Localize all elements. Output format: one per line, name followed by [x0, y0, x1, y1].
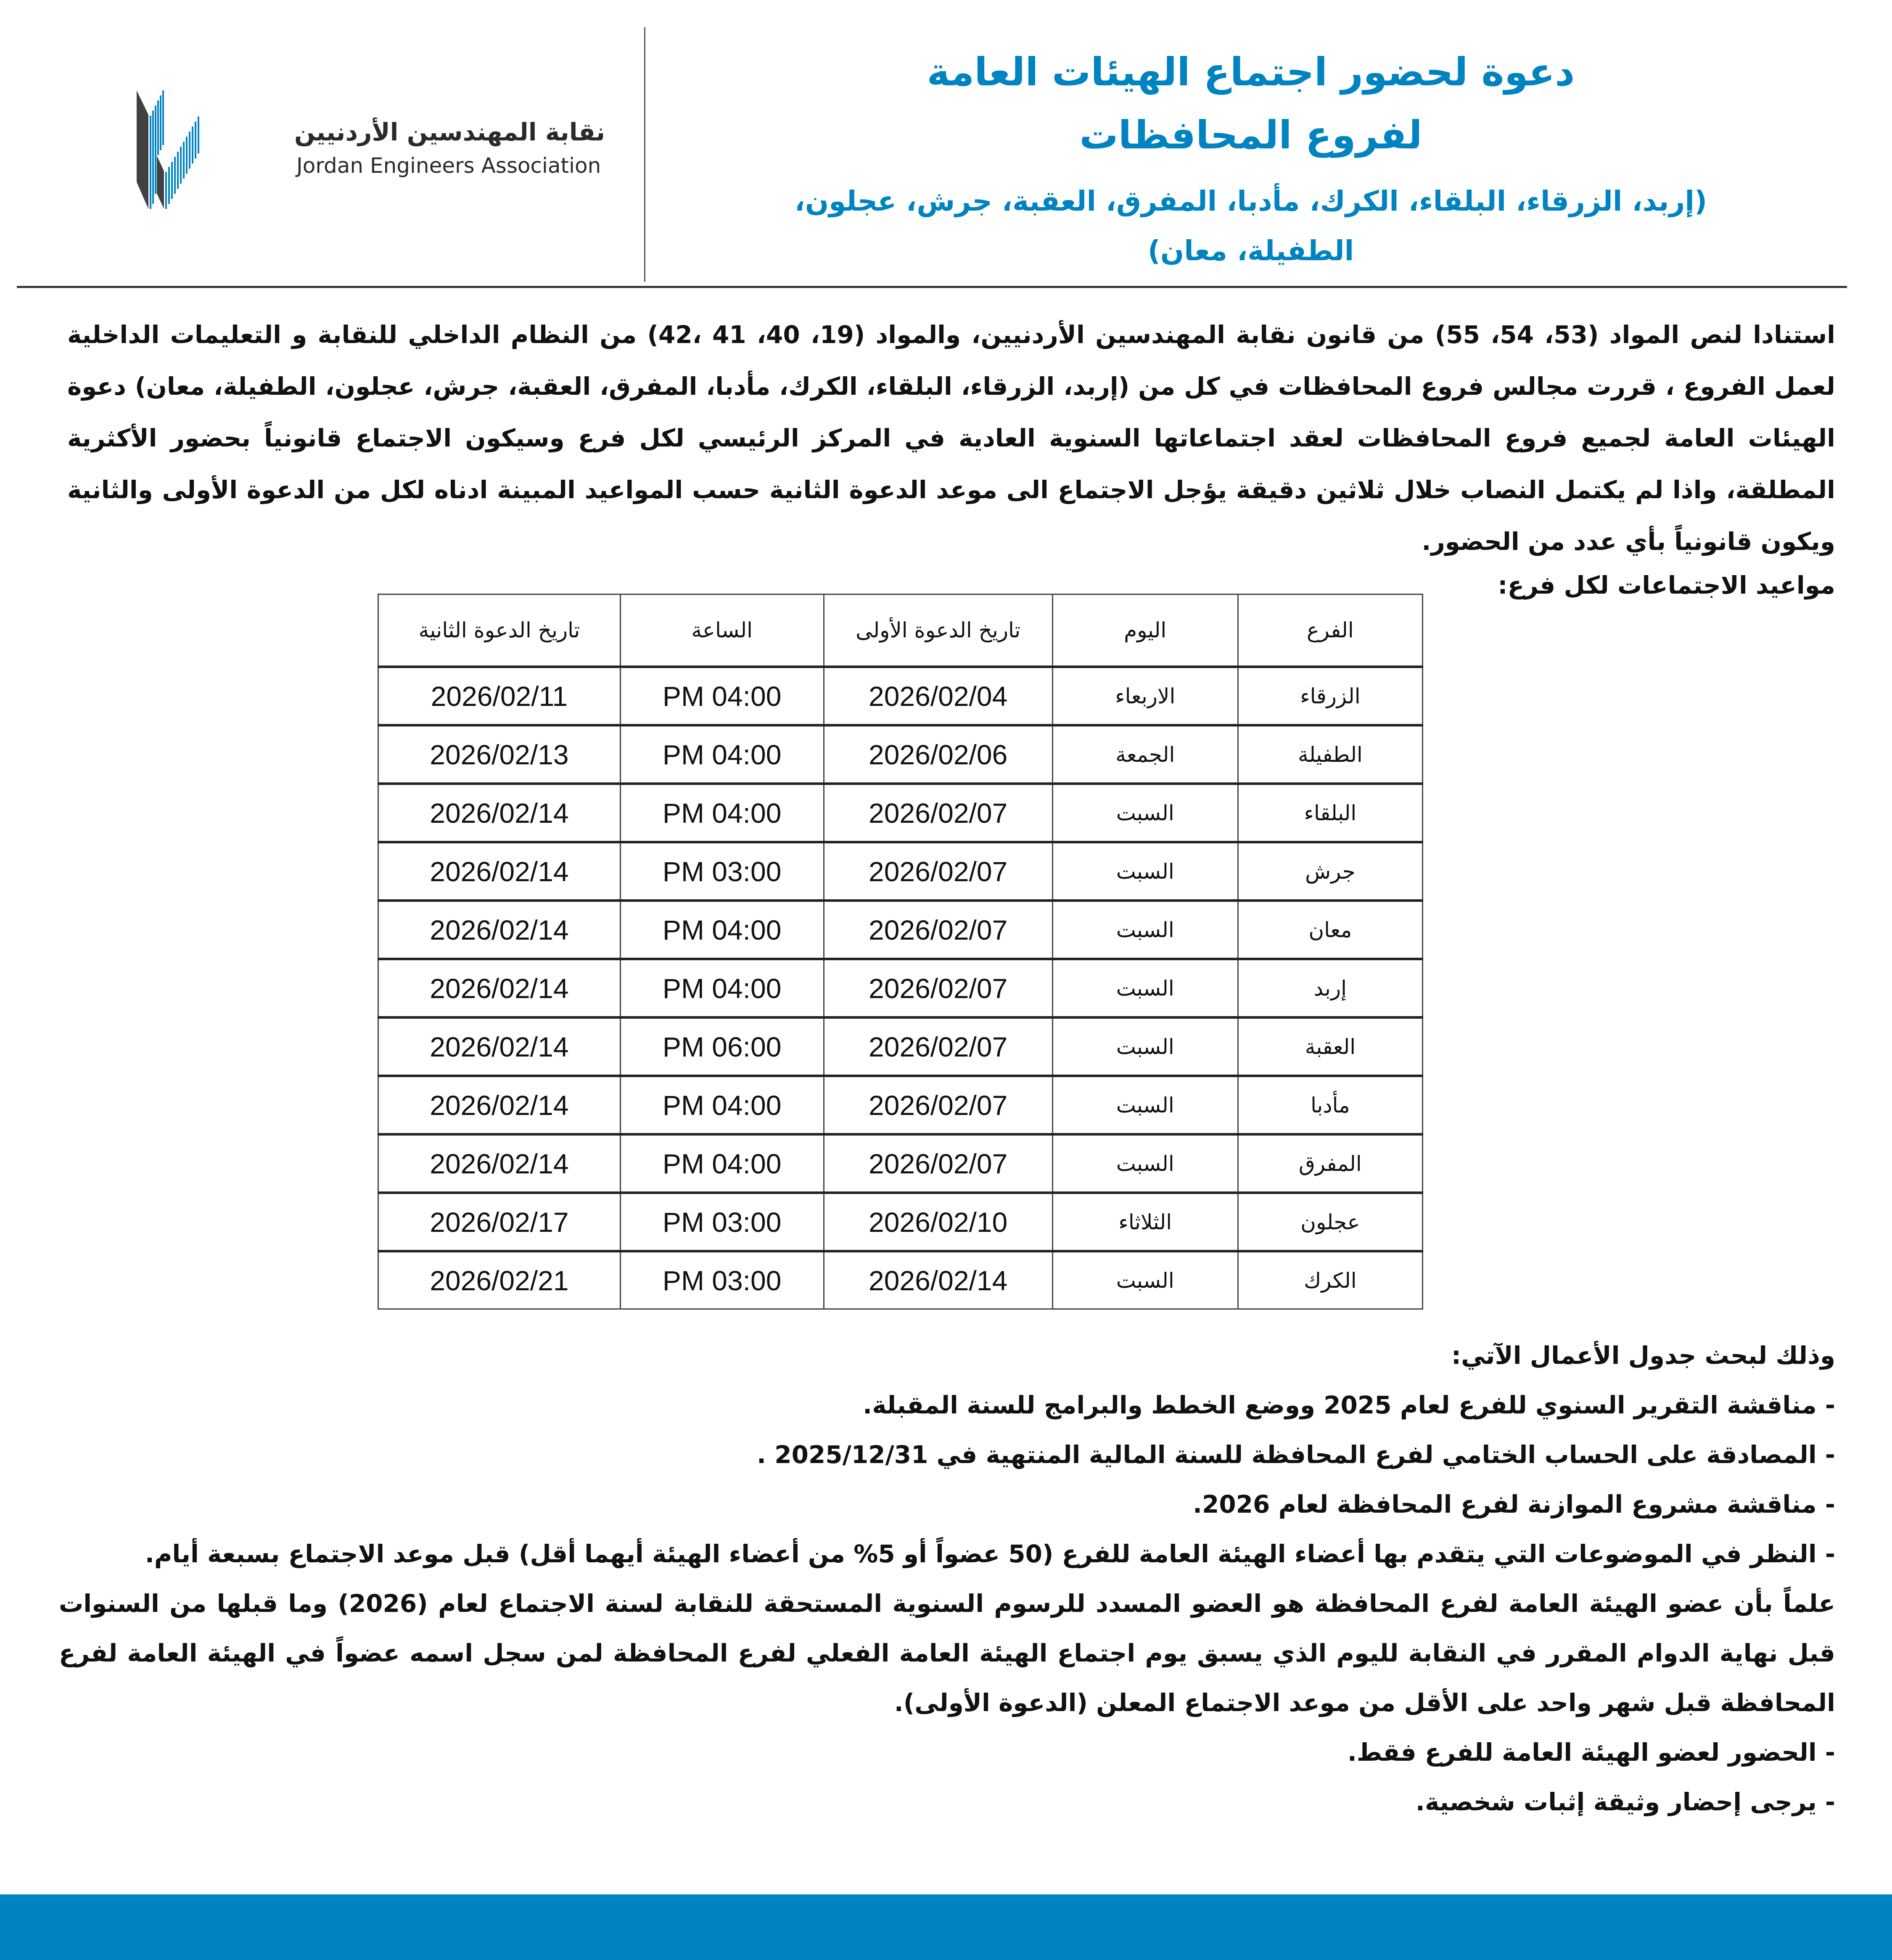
table-row [378, 1017, 1423, 1076]
table-row [378, 1193, 1423, 1251]
table-row [378, 901, 1423, 959]
logo-name-english: Jordan Engineers Association [296, 153, 601, 178]
cell-second-date: 2026/02/14 [378, 901, 621, 959]
cell-second-date: 2026/02/14 [378, 784, 621, 842]
cell-branch: البلقاء [1238, 784, 1422, 842]
cell-branch: المفرق [1238, 1134, 1422, 1193]
cell-first-date: 2026/02/06 [824, 725, 1052, 784]
cell-second-date: 2026/02/14 [378, 1076, 621, 1134]
cell-day: السبت [1052, 784, 1238, 842]
cell-time: 03:00 PM [620, 1193, 824, 1251]
cell-day: السبت [1052, 901, 1238, 959]
jea-logo-icon [132, 90, 271, 212]
cell-branch: الطفيلة [1238, 725, 1422, 784]
col-header-second-date: تاريخ الدعوة الثانية [378, 594, 621, 667]
attendance-note: - الحضور لعضو الهيئة العامة للفرع فقط. [1347, 1738, 1835, 1767]
cell-time: 04:00 PM [620, 784, 824, 842]
cell-day: السبت [1052, 1017, 1238, 1076]
table-row [378, 784, 1423, 842]
footer-band [0, 1894, 1892, 1960]
logo-dark-panel-left [137, 90, 148, 209]
table-row [378, 959, 1423, 1017]
cell-day: السبت [1052, 842, 1238, 901]
cell-second-date: 2026/02/14 [378, 842, 621, 901]
col-header-day: اليوم [1052, 594, 1238, 667]
agenda-item: - النظر في الموضوعات التي يتقدم بها أعضاء الهيئة العامة للفرع (50 عضواً أو 5% من أعضاء الهيئة أيهما أقل) قبل موعد الاجتماع بسبعة أيام. [145, 1540, 1835, 1568]
cell-day: الاربعاء [1052, 667, 1238, 725]
schedule-label: مواعيد الاجتماعات لكل فرع: [1498, 571, 1835, 600]
header-divider-horizontal [17, 286, 1847, 288]
agenda-section [59, 1331, 1835, 1827]
cell-branch: معان [1238, 901, 1422, 959]
cell-time: 03:00 PM [620, 842, 824, 901]
branches-subtitle: (إربد، الزرقاء، البلقاء، الكرك، مأدبا، المفرق، العقبة، جرش، عجلون، [794, 185, 1707, 217]
cell-first-date: 2026/02/07 [824, 1017, 1052, 1076]
col-header-first-date: تاريخ الدعوة الأولى [824, 594, 1052, 667]
cell-branch: الكرك [1238, 1251, 1422, 1309]
cell-first-date: 2026/02/07 [824, 1134, 1052, 1193]
cell-first-date: 2026/02/07 [824, 901, 1052, 959]
header-divider-vertical [644, 27, 645, 282]
cell-time: 03:00 PM [620, 1251, 824, 1309]
cell-day: الجمعة [1052, 725, 1238, 784]
cell-second-date: 2026/02/14 [378, 1134, 621, 1193]
logo-dark-panel-right [157, 156, 164, 209]
table-row [378, 1251, 1423, 1309]
logo-name-arabic: نقابة المهندسين الأردنيين [294, 118, 605, 146]
table-row [378, 667, 1423, 725]
cell-branch: عجلون [1238, 1193, 1422, 1251]
id-note: - يرجى إحضار وثيقة إثبات شخصية. [1415, 1788, 1835, 1816]
cell-second-date: 2026/02/14 [378, 959, 621, 1017]
agenda-item: - مناقشة التقرير السنوي للفرع لعام 2025 ووضع الخطط والبرامج للسنة المقبلة. [863, 1391, 1835, 1419]
agenda-item: - المصادقة على الحساب الختامي لفرع المحافظة للسنة المالية المنتهية في 2025/12/31 . [756, 1440, 1835, 1469]
table-header-row [378, 594, 1423, 667]
cell-time: 04:00 PM [620, 901, 824, 959]
cell-time: 04:00 PM [620, 1076, 824, 1134]
page-title: دعوة لحضور اجتماع الهيئات العامة [927, 50, 1575, 95]
table-row [378, 842, 1423, 901]
cell-time: 04:00 PM [620, 959, 824, 1017]
table-row [378, 725, 1423, 784]
cell-branch: العقبة [1238, 1017, 1422, 1076]
cell-time: 06:00 PM [620, 1017, 824, 1076]
cell-time: 04:00 PM [620, 667, 824, 725]
cell-first-date: 2026/02/07 [824, 1076, 1052, 1134]
cell-branch: مأدبا [1238, 1076, 1422, 1134]
page-title-line2: لفروع المحافظات [1079, 113, 1422, 158]
branches-subtitle-line2: الطفيلة، معان) [1147, 235, 1354, 267]
cell-first-date: 2026/02/14 [824, 1251, 1052, 1309]
cell-first-date: 2026/02/07 [824, 842, 1052, 901]
col-header-branch: الفرع [1238, 594, 1422, 667]
cell-time: 04:00 PM [620, 1134, 824, 1193]
agenda-intro: وذلك لبحث جدول الأعمال الآتي: [1451, 1341, 1835, 1370]
cell-branch: إربد [1238, 959, 1422, 1017]
cell-second-date: 2026/02/11 [378, 667, 621, 725]
cell-branch: جرش [1238, 842, 1422, 901]
intro-paragraph: استنادا لنص المواد (53، 54، 55) من قانون نقابة المهندسين الأردنيين، والمواد (19، 40، 41 ،42) من النظام الداخلي للنقابة و التعليمات الداخلية لعمل الفروع ، قررت مجالس فروع المحافظات في كل من (إربد، الزرقاء، البلقاء، الكرك، مأدبا، المفرق، العقبة، جرش، عجلون، الطفيلة، معان) دعوة الهيئات العامة لجميع فروع المحافظات لعقد اجتماعاتها السنوية العادية في المركز الرئيسي لكل فرع وسيكون الاجتماع قانونياً بحضور الأكثرية المطلقة، واذا لم يكتمل النصاب خلال ثلاثين دقيقة يؤجل الاجتماع الى موعد الدعوة الثانية حسب المواعيد المبينة ادناه لكل من الدعوة الأولى والثانية ويكون قانونياً بأي عدد من الحضور. [67, 320, 1835, 556]
cell-second-date: 2026/02/17 [378, 1193, 621, 1251]
meetings-table [378, 594, 1423, 1310]
cell-day: السبت [1052, 1134, 1238, 1193]
cell-first-date: 2026/02/10 [824, 1193, 1052, 1251]
table-row [378, 1076, 1423, 1134]
cell-second-date: 2026/02/21 [378, 1251, 621, 1309]
cell-day: السبت [1052, 1076, 1238, 1134]
agenda-item: - مناقشة مشروع الموازنة لفرع المحافظة لعام 2026. [1192, 1490, 1835, 1519]
cell-day: الثلاثاء [1052, 1193, 1238, 1251]
col-header-time: الساعة [620, 594, 824, 667]
table-row [378, 1134, 1423, 1193]
cell-day: السبت [1052, 959, 1238, 1017]
cell-second-date: 2026/02/14 [378, 1017, 621, 1076]
membership-note: علماً بأن عضو الهيئة العامة لفرع المحافظة هو العضو المسدد للرسوم السنوية المستحقة للنقابة لسنة الاجتماع لعام (2026) وما قبلها من السنوات قبل نهاية الدوام المقرر في النقابة لليوم الذي يسبق يوم اجتماع الهيئة العامة الفعلي لفرع المحافظة لمن سجل اسمه عضواً في الهيئة العامة لفرع المحافظة قبل شهر واحد على الأقل من موعد الاجتماع المعلن (الدعوة الأولى). [59, 1589, 1835, 1717]
cell-first-date: 2026/02/07 [824, 784, 1052, 842]
cell-first-date: 2026/02/04 [824, 667, 1052, 725]
cell-day: السبت [1052, 1251, 1238, 1309]
cell-branch: الزرقاء [1238, 667, 1422, 725]
cell-second-date: 2026/02/13 [378, 725, 621, 784]
cell-first-date: 2026/02/07 [824, 959, 1052, 1017]
cell-time: 04:00 PM [620, 725, 824, 784]
